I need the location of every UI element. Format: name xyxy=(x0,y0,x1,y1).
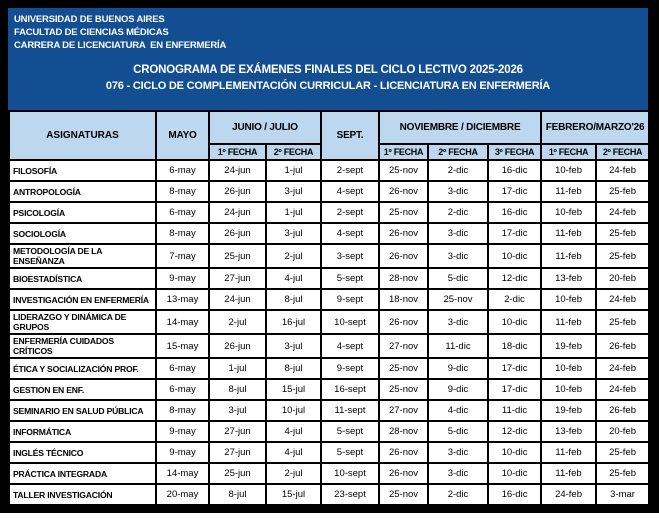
date-cell: 19-feb xyxy=(541,334,596,358)
date-cell: 9-sept xyxy=(321,289,379,310)
table-row xyxy=(9,421,649,442)
table-row xyxy=(9,289,649,310)
date-cell: 5-sept xyxy=(321,268,379,289)
date-cell: 25-jun xyxy=(209,463,266,484)
date-cell: 8-may xyxy=(156,181,209,202)
date-cell: 10-feb xyxy=(541,379,596,400)
date-cell: 8-jul xyxy=(266,358,321,379)
table-row xyxy=(9,358,649,379)
date-cell: 3-sept xyxy=(321,244,379,268)
date-cell: 15-may xyxy=(156,334,209,358)
header-banner xyxy=(8,8,648,110)
date-cell: 9-may xyxy=(156,442,209,463)
date-cell: 7-may xyxy=(156,244,209,268)
subheader-nov-fecha3: 3º FECHA xyxy=(488,144,541,160)
date-cell: 25-nov xyxy=(379,358,428,379)
subject-cell: ENFERMERÍA CUIDADOS CRÍTICOS xyxy=(9,334,156,358)
column-header-sept: SEPT. xyxy=(321,111,379,160)
date-cell: 25-feb xyxy=(596,223,649,244)
table-row xyxy=(9,484,649,505)
date-cell: 24-jun xyxy=(209,202,266,223)
date-cell: 9-may xyxy=(156,421,209,442)
date-cell: 11-feb xyxy=(541,244,596,268)
date-cell: 25-feb xyxy=(596,181,649,202)
document-title: CRONOGRAMA DE EXÁMENES FINALES DEL CICLO LECTIVO 2025-2026 xyxy=(133,64,523,76)
column-header-mayo: MAYO xyxy=(156,111,209,160)
date-cell: 12-dic xyxy=(488,421,541,442)
date-cell: 26-jun xyxy=(209,223,266,244)
date-cell: 16-dic xyxy=(488,484,541,505)
date-cell: 10-feb xyxy=(541,160,596,181)
date-cell: 10-dic xyxy=(488,442,541,463)
date-cell: 11-feb xyxy=(541,310,596,334)
date-cell: 5-sept xyxy=(321,421,379,442)
date-cell: 25-nov xyxy=(379,484,428,505)
date-cell: 4-jul xyxy=(266,442,321,463)
institution-line-career: CARRERA DE LICENCIATURA EN ENFERMERÍA xyxy=(14,40,227,51)
date-cell: 4-jul xyxy=(266,268,321,289)
date-cell: 24-feb xyxy=(596,358,649,379)
date-cell: 5-dic xyxy=(428,268,488,289)
table-row xyxy=(9,400,649,421)
date-cell: 25-jun xyxy=(209,244,266,268)
document-title-block xyxy=(8,63,648,95)
date-cell: 26-nov xyxy=(379,463,428,484)
date-cell: 10-sept xyxy=(321,310,379,334)
table-row xyxy=(9,442,649,463)
date-cell: 26-jun xyxy=(209,181,266,202)
date-cell: 26-nov xyxy=(379,310,428,334)
date-cell: 27-jun xyxy=(209,421,266,442)
date-cell: 1-jul xyxy=(209,358,266,379)
date-cell: 25-nov xyxy=(428,289,488,310)
subject-cell: ÉTICA Y SOCIALIZACIÓN PROF. xyxy=(9,358,156,379)
subheader-feb-fecha2: 2º FECHA xyxy=(596,144,649,160)
date-cell: 13-feb xyxy=(541,421,596,442)
date-cell: 25-feb xyxy=(596,463,649,484)
date-cell: 6-may xyxy=(156,358,209,379)
document-subtitle: 076 - CICLO DE COMPLEMENTACIÓN CURRICULAR - LICENCIATURA EN ENFERMERÍA xyxy=(105,80,551,92)
date-cell: 26-nov xyxy=(379,181,428,202)
date-cell: 8-may xyxy=(156,400,209,421)
date-cell: 6-may xyxy=(156,379,209,400)
date-cell: 9-sept xyxy=(321,358,379,379)
subject-cell: METODOLOGÍA DE LA ENSEÑANZA xyxy=(9,244,156,268)
date-cell: 25-feb xyxy=(596,244,649,268)
date-cell: 18-nov xyxy=(379,289,428,310)
subject-cell: INVESTIGACIÓN EN ENFERMERÍA xyxy=(9,289,156,310)
date-cell: 9-dic xyxy=(428,379,488,400)
institution-block xyxy=(8,13,648,52)
table-row xyxy=(9,181,649,202)
date-cell: 23-sept xyxy=(321,484,379,505)
subheader-nov-fecha1: 1º FECHA xyxy=(379,144,428,160)
date-cell: 20-feb xyxy=(596,421,649,442)
date-cell: 13-may xyxy=(156,289,209,310)
date-cell: 8-jul xyxy=(266,289,321,310)
date-cell: 25-nov xyxy=(379,379,428,400)
column-header-febrero-marzo: FEBRERO/MARZO'26 xyxy=(541,111,649,144)
date-cell: 3-dic xyxy=(428,181,488,202)
date-cell: 24-feb xyxy=(541,484,596,505)
institution-line-faculty: FACULTAD DE CIENCIAS MÉDICAS xyxy=(14,27,169,38)
date-cell: 25-nov xyxy=(379,202,428,223)
date-cell: 3-dic xyxy=(428,244,488,268)
date-cell: 16-dic xyxy=(488,160,541,181)
date-cell: 26-feb xyxy=(596,334,649,358)
date-cell: 3-dic xyxy=(428,463,488,484)
date-cell: 2-dic xyxy=(428,202,488,223)
date-cell: 5-dic xyxy=(428,421,488,442)
column-header-noviembre-diciembre: NOVIEMBRE / DICIEMBRE xyxy=(379,111,541,144)
table-row xyxy=(9,244,649,268)
date-cell: 27-jun xyxy=(209,268,266,289)
date-cell: 11-sept xyxy=(321,400,379,421)
date-cell: 3-jul xyxy=(209,400,266,421)
date-cell: 24-jun xyxy=(209,289,266,310)
table-row xyxy=(9,202,649,223)
table-row xyxy=(9,463,649,484)
date-cell: 4-sept xyxy=(321,223,379,244)
column-header-junio-julio: JUNIO / JULIO xyxy=(209,111,321,144)
date-cell: 3-dic xyxy=(428,223,488,244)
date-cell: 14-may xyxy=(156,310,209,334)
date-cell: 17-dic xyxy=(488,223,541,244)
date-cell: 27-nov xyxy=(379,334,428,358)
table-row xyxy=(9,310,649,334)
date-cell: 19-feb xyxy=(541,400,596,421)
date-cell: 8-may xyxy=(156,223,209,244)
date-cell: 8-jul xyxy=(209,484,266,505)
date-cell: 10-feb xyxy=(541,202,596,223)
subject-cell: ANTROPOLOGÍA xyxy=(9,181,156,202)
date-cell: 20-feb xyxy=(596,268,649,289)
date-cell: 4-jul xyxy=(266,421,321,442)
institution-line-university: UNIVERSIDAD DE BUENOS AIRES xyxy=(14,14,165,25)
date-cell: 2-jul xyxy=(266,244,321,268)
date-cell: 4-dic xyxy=(428,400,488,421)
date-cell: 13-feb xyxy=(541,268,596,289)
date-cell: 25-feb xyxy=(596,442,649,463)
date-cell: 17-dic xyxy=(488,358,541,379)
exam-schedule-table xyxy=(8,110,650,506)
subheader-junio-fecha1: 1º FECHA xyxy=(209,144,266,160)
date-cell: 25-nov xyxy=(379,160,428,181)
date-cell: 2-jul xyxy=(266,463,321,484)
date-cell: 28-nov xyxy=(379,268,428,289)
date-cell: 16-dic xyxy=(488,202,541,223)
date-cell: 24-feb xyxy=(596,289,649,310)
date-cell: 16-sept xyxy=(321,379,379,400)
date-cell: 11-feb xyxy=(541,442,596,463)
date-cell: 17-dic xyxy=(488,379,541,400)
date-cell: 11-feb xyxy=(541,223,596,244)
date-cell: 10-feb xyxy=(541,358,596,379)
date-cell: 6-may xyxy=(156,202,209,223)
date-cell: 11-dic xyxy=(428,334,488,358)
date-cell: 26-nov xyxy=(379,244,428,268)
subheader-julio-fecha2: 2º FECHA xyxy=(266,144,321,160)
date-cell: 10-feb xyxy=(541,289,596,310)
date-cell: 26-nov xyxy=(379,442,428,463)
date-cell: 9-may xyxy=(156,268,209,289)
date-cell: 15-jul xyxy=(266,484,321,505)
subject-cell: SEMINARIO EN SALUD PÚBLICA xyxy=(9,400,156,421)
date-cell: 5-sept xyxy=(321,442,379,463)
table-row xyxy=(9,160,649,181)
date-cell: 9-dic xyxy=(428,358,488,379)
date-cell: 16-jul xyxy=(266,310,321,334)
date-cell: 10-jul xyxy=(266,400,321,421)
date-cell: 3-dic xyxy=(428,310,488,334)
date-cell: 11-feb xyxy=(541,181,596,202)
date-cell: 11-feb xyxy=(541,463,596,484)
table-row xyxy=(9,223,649,244)
table-row xyxy=(9,379,649,400)
date-cell: 26-feb xyxy=(596,400,649,421)
subject-cell: INFORMÁTICA xyxy=(9,421,156,442)
date-cell: 10-dic xyxy=(488,244,541,268)
date-cell: 3-mar xyxy=(596,484,649,505)
date-cell: 24-jun xyxy=(209,160,266,181)
date-cell: 4-sept xyxy=(321,181,379,202)
subheader-feb-fecha1: 1º FECHA xyxy=(541,144,596,160)
date-cell: 2-dic xyxy=(428,160,488,181)
date-cell: 12-dic xyxy=(488,268,541,289)
date-cell: 28-nov xyxy=(379,421,428,442)
date-cell: 3-dic xyxy=(428,442,488,463)
subject-cell: PSICOLOGÍA xyxy=(9,202,156,223)
subject-cell: INGLÉS TÉCNICO xyxy=(9,442,156,463)
date-cell: 2-dic xyxy=(488,289,541,310)
date-cell: 18-dic xyxy=(488,334,541,358)
date-cell: 27-jun xyxy=(209,442,266,463)
subject-cell: SOCIOLOGÍA xyxy=(9,223,156,244)
subject-cell: LIDERAZGO Y DINÁMICA DE GRUPOS xyxy=(9,310,156,334)
subheader-nov-fecha2: 2º FECHA xyxy=(428,144,488,160)
date-cell: 15-jul xyxy=(266,379,321,400)
date-cell: 2-jul xyxy=(209,310,266,334)
subject-cell: FILOSOFÍA xyxy=(9,160,156,181)
date-cell: 26-nov xyxy=(379,223,428,244)
date-cell: 20-may xyxy=(156,484,209,505)
subject-cell: GESTION EN ENF. xyxy=(9,379,156,400)
date-cell: 2-sept xyxy=(321,202,379,223)
date-cell: 10-dic xyxy=(488,463,541,484)
date-cell: 4-sept xyxy=(321,334,379,358)
date-cell: 14-may xyxy=(156,463,209,484)
subject-cell: TALLER INVESTIGACIÓN xyxy=(9,484,156,505)
column-header-asignaturas: ASIGNATURAS xyxy=(9,111,156,160)
date-cell: 10-sept xyxy=(321,463,379,484)
date-cell: 24-feb xyxy=(596,202,649,223)
date-cell: 26-jun xyxy=(209,334,266,358)
schedule-table-body xyxy=(9,160,649,505)
date-cell: 17-dic xyxy=(488,181,541,202)
date-cell: 1-jul xyxy=(266,160,321,181)
date-cell: 25-feb xyxy=(596,310,649,334)
subject-cell: PRÁCTICA INTEGRADA xyxy=(9,463,156,484)
table-row xyxy=(9,268,649,289)
date-cell: 1-jul xyxy=(266,202,321,223)
subject-cell: BIOESTADÍSTICA xyxy=(9,268,156,289)
table-row xyxy=(9,334,649,358)
date-cell: 27-nov xyxy=(379,400,428,421)
date-cell: 2-dic xyxy=(428,484,488,505)
date-cell: 24-feb xyxy=(596,160,649,181)
date-cell: 11-dic xyxy=(488,400,541,421)
date-cell: 2-sept xyxy=(321,160,379,181)
date-cell: 8-jul xyxy=(209,379,266,400)
date-cell: 3-jul xyxy=(266,223,321,244)
date-cell: 24-feb xyxy=(596,379,649,400)
date-cell: 3-jul xyxy=(266,334,321,358)
date-cell: 6-may xyxy=(156,160,209,181)
date-cell: 3-jul xyxy=(266,181,321,202)
date-cell: 10-dic xyxy=(488,310,541,334)
